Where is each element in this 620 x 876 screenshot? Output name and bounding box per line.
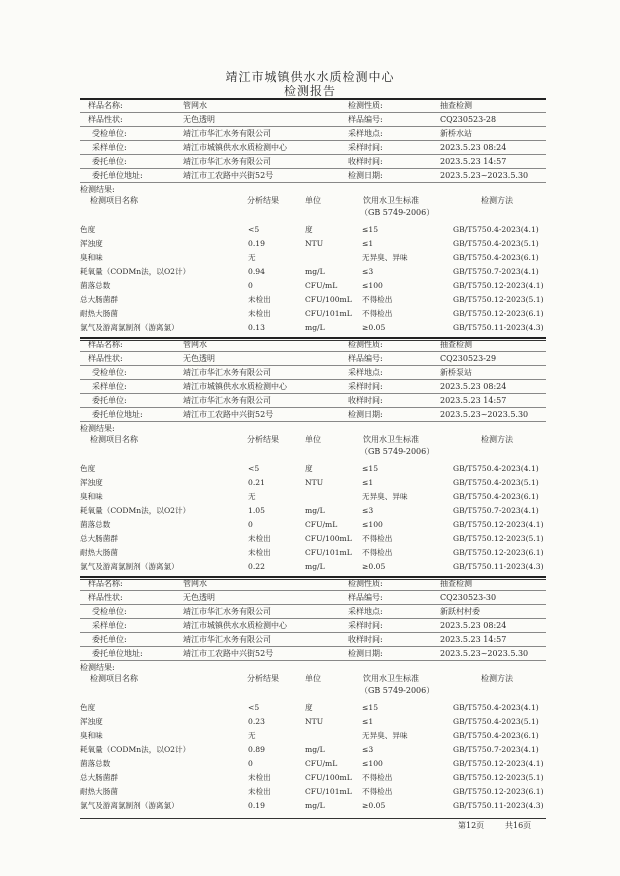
item-method: GB/T5750.4-2023(6.1): [453, 253, 539, 262]
field-value: 靖江市华汇水务有限公司: [183, 607, 271, 616]
col-method-header: 检测方法: [481, 196, 513, 205]
field-label: 委托单位:: [92, 635, 127, 644]
item-standard: 无异臭、异味: [362, 492, 408, 501]
item-result: 0.19: [248, 239, 265, 248]
item-method: GB/T5750.4-2023(4.1): [453, 225, 539, 234]
item-standard: ≤1: [362, 239, 374, 248]
col-unit-header: 单位: [305, 674, 321, 683]
field-rule: [80, 154, 546, 155]
field-value: 2023.5.23 08:24: [440, 382, 507, 391]
field-value: 靖江市华汇水务有限公司: [183, 129, 271, 138]
field-label: 检测性质:: [348, 340, 383, 349]
item-standard: ≤15: [362, 703, 379, 712]
item-result: 0.21: [248, 478, 265, 487]
field-rule: [80, 168, 546, 169]
field-value: 新跃村村委: [440, 607, 480, 616]
section-top-rule: [80, 576, 546, 578]
field-value: 2023.5.23 14:57: [440, 396, 507, 405]
col-item-header: 检测项目名称: [90, 674, 138, 683]
item-method: GB/T5750.4-2023(5.1): [453, 478, 539, 487]
item-standard: 不得检出: [362, 295, 393, 304]
item-result: 0.94: [248, 267, 265, 276]
item-standard: 不得检出: [362, 773, 393, 782]
field-value: 靖江市城镇供水水质检测中心: [183, 621, 287, 630]
field-label: 检测性质:: [348, 101, 383, 110]
field-value: 抽查检测: [440, 101, 472, 110]
field-value: 2023.5.23~2023.5.30: [440, 171, 529, 180]
item-method: GB/T5750.12-2023(6.1): [453, 309, 544, 318]
field-label: 采样地点:: [348, 607, 383, 616]
item-method: GB/T5750.7-2023(4.1): [453, 267, 539, 276]
col-item-header: 检测项目名称: [90, 435, 138, 444]
item-unit: 度: [305, 464, 313, 473]
item-name: 臭和味: [80, 731, 103, 740]
field-label: 采样地点:: [348, 368, 383, 377]
section-top-rule: [80, 337, 546, 339]
field-rule: [80, 604, 546, 605]
item-unit: mg/L: [305, 506, 325, 515]
field-value: 靖江市华汇水务有限公司: [183, 635, 271, 644]
item-standard: 无异臭、异味: [362, 253, 408, 262]
item-name: 耗氧量（CODMn法，以O2计）: [80, 506, 191, 515]
field-label: 采样单位:: [92, 621, 127, 630]
field-value: 靖江市城镇供水水质检测中心: [183, 382, 287, 391]
col-method-header: 检测方法: [481, 674, 513, 683]
field-label: 样品编号:: [348, 354, 383, 363]
item-method: GB/T5750.12-2023(4.1): [453, 759, 544, 768]
field-value: CQ230523-28: [440, 115, 497, 124]
item-result: 0: [248, 520, 253, 529]
item-unit: mg/L: [305, 323, 325, 332]
field-value: CQ230523-30: [440, 593, 497, 602]
item-name: 耗氧量（CODMn法，以O2计）: [80, 745, 191, 754]
col-result-header: 分析结果: [247, 196, 279, 205]
item-unit: mg/L: [305, 562, 325, 571]
field-value: 靖江市工农路中兴街52号: [183, 410, 274, 419]
item-result: 未检出: [248, 773, 271, 782]
item-name: 菌落总数: [80, 759, 111, 768]
item-standard: ≤3: [362, 745, 374, 754]
item-standard: ≤15: [362, 225, 379, 234]
report-subtitle: 检测报告: [283, 84, 336, 98]
item-result: 0.13: [248, 323, 265, 332]
field-label: 收样时间:: [348, 157, 383, 166]
item-unit: CFU/101mL: [305, 787, 352, 796]
field-value: 2023.5.23~2023.5.30: [440, 410, 529, 419]
col-standard-header: 饮用水卫生标准: [363, 435, 419, 444]
field-value: 无色透明: [183, 593, 215, 602]
section-top-rule: [80, 98, 546, 100]
col-result-header: 分析结果: [247, 435, 279, 444]
field-rule: [80, 646, 546, 647]
item-unit: CFU/mL: [305, 520, 338, 529]
item-name: 氯气及游离氯制剂（游离氯）: [80, 562, 179, 571]
results-heading: 检测结果:: [80, 663, 115, 672]
item-name: 氯气及游离氯制剂（游离氯）: [80, 801, 179, 810]
item-unit: CFU/101mL: [305, 309, 352, 318]
field-label: 收样时间:: [348, 635, 383, 644]
item-unit: CFU/100mL: [305, 773, 352, 782]
field-value: 2023.5.23 14:57: [440, 157, 507, 166]
item-result: 未检出: [248, 548, 271, 557]
sample-section: [80, 576, 546, 819]
field-label: 样品名称:: [88, 101, 123, 110]
item-unit: NTU: [305, 239, 324, 248]
item-method: GB/T5750.11-2023(4.3): [453, 323, 544, 332]
item-method: GB/T5750.7-2023(4.1): [453, 745, 539, 754]
field-label: 检测日期:: [348, 410, 383, 419]
item-unit: CFU/101mL: [305, 548, 352, 557]
item-name: 菌落总数: [80, 281, 111, 290]
item-result: 0.22: [248, 562, 265, 571]
field-label: 委托单位地址:: [92, 649, 143, 658]
field-label: 收样时间:: [348, 396, 383, 405]
field-value: 2023.5.23 08:24: [440, 621, 507, 630]
item-method: GB/T5750.4-2023(5.1): [453, 717, 539, 726]
item-result: 无: [248, 253, 256, 262]
field-rule: [80, 421, 546, 422]
field-value: 靖江市工农路中兴街52号: [183, 171, 274, 180]
item-result: 0.89: [248, 745, 265, 754]
field-rule: [80, 140, 546, 141]
item-name: 总大肠菌群: [80, 773, 118, 782]
item-name: 氯气及游离氯制剂（游离氯）: [80, 323, 179, 332]
item-standard: 不得检出: [362, 787, 393, 796]
field-value: 靖江市工农路中兴街52号: [183, 649, 274, 658]
item-name: 浑浊度: [80, 239, 103, 248]
item-result: <5: [248, 703, 260, 712]
sample-section: [80, 337, 546, 580]
item-method: GB/T5750.12-2023(5.1): [453, 295, 544, 304]
item-method: GB/T5750.4-2023(6.1): [453, 492, 539, 501]
item-unit: CFU/100mL: [305, 295, 352, 304]
item-name: 耐热大肠菌: [80, 309, 118, 318]
item-method: GB/T5750.4-2023(5.1): [453, 239, 539, 248]
col-method-header: 检测方法: [481, 435, 513, 444]
item-unit: CFU/mL: [305, 281, 338, 290]
item-name: 菌落总数: [80, 520, 111, 529]
item-result: 0: [248, 759, 253, 768]
item-unit: NTU: [305, 478, 324, 487]
item-name: 臭和味: [80, 253, 103, 262]
item-method: GB/T5750.12-2023(5.1): [453, 773, 544, 782]
col-standard-ref: （GB 5749-2006）: [360, 686, 435, 695]
field-value: 靖江市城镇供水水质检测中心: [183, 143, 287, 152]
field-value: 2023.5.23~2023.5.30: [440, 649, 529, 658]
field-label: 检测日期:: [348, 171, 383, 180]
item-result: 未检出: [248, 309, 271, 318]
field-label: 样品性状:: [88, 354, 123, 363]
field-label: 采样时间:: [348, 143, 383, 152]
field-label: 样品名称:: [88, 340, 123, 349]
field-label: 样品编号:: [348, 593, 383, 602]
item-standard: ≤1: [362, 478, 374, 487]
field-value: 2023.5.23 14:57: [440, 635, 507, 644]
field-label: 采样单位:: [92, 382, 127, 391]
field-value: 抽查检测: [440, 340, 472, 349]
field-label: 检测性质:: [348, 579, 383, 588]
item-result: 未检出: [248, 534, 271, 543]
item-standard: ≤100: [362, 759, 383, 768]
col-standard-header: 饮用水卫生标准: [363, 196, 419, 205]
field-rule: [80, 182, 546, 183]
field-value: 2023.5.23 08:24: [440, 143, 507, 152]
item-unit: mg/L: [305, 801, 325, 810]
item-name: 总大肠菌群: [80, 295, 118, 304]
field-label: 受检单位:: [92, 368, 127, 377]
item-result: 0: [248, 281, 253, 290]
field-value: CQ230523-29: [440, 354, 497, 363]
item-result: 未检出: [248, 295, 271, 304]
field-value: 抽查检测: [440, 579, 472, 588]
field-value: 无色透明: [183, 115, 215, 124]
field-rule: [80, 365, 546, 366]
item-standard: 无异臭、异味: [362, 731, 408, 740]
results-heading: 检测结果:: [80, 424, 115, 433]
field-label: 采样地点:: [348, 129, 383, 138]
field-value: 新桥泵站: [440, 368, 472, 377]
item-unit: mg/L: [305, 267, 325, 276]
field-value: 管网水: [183, 340, 207, 349]
field-value: 管网水: [183, 579, 207, 588]
item-standard: ≥0.05: [362, 801, 386, 810]
item-standard: 不得检出: [362, 534, 393, 543]
field-label: 样品性状:: [88, 115, 123, 124]
field-label: 采样单位:: [92, 143, 127, 152]
page-number: 第12页: [458, 821, 485, 830]
item-standard: ≥0.05: [362, 562, 386, 571]
item-standard: ≤100: [362, 281, 383, 290]
item-method: GB/T5750.4-2023(4.1): [453, 464, 539, 473]
field-rule: [80, 632, 546, 633]
field-value: 无色透明: [183, 354, 215, 363]
field-value: 管网水: [183, 101, 207, 110]
field-label: 采样时间:: [348, 382, 383, 391]
item-name: 总大肠菌群: [80, 534, 118, 543]
item-name: 色度: [80, 703, 96, 712]
item-result: 无: [248, 731, 256, 740]
field-rule: [80, 351, 546, 352]
item-unit: CFU/100mL: [305, 534, 352, 543]
field-label: 检测日期:: [348, 649, 383, 658]
item-standard: ≤3: [362, 267, 374, 276]
section-bottom-rule: [80, 818, 546, 819]
col-standard-header: 饮用水卫生标准: [363, 674, 419, 683]
col-standard-ref: （GB 5749-2006）: [360, 208, 435, 217]
item-standard: ≤15: [362, 464, 379, 473]
item-standard: ≥0.05: [362, 323, 386, 332]
col-item-header: 检测项目名称: [90, 196, 138, 205]
item-method: GB/T5750.12-2023(5.1): [453, 534, 544, 543]
col-unit-header: 单位: [305, 435, 321, 444]
item-unit: 度: [305, 225, 313, 234]
item-result: 无: [248, 492, 256, 501]
field-rule: [80, 379, 546, 380]
field-rule: [80, 126, 546, 127]
item-method: GB/T5750.4-2023(6.1): [453, 731, 539, 740]
field-label: 样品编号:: [348, 115, 383, 124]
item-method: GB/T5750.11-2023(4.3): [453, 562, 544, 571]
item-result: 1.05: [248, 506, 265, 515]
item-unit: CFU/mL: [305, 759, 338, 768]
field-label: 采样时间:: [348, 621, 383, 630]
field-rule: [80, 112, 546, 113]
item-name: 浑浊度: [80, 717, 103, 726]
item-method: GB/T5750.7-2023(4.1): [453, 506, 539, 515]
field-value: 靖江市华汇水务有限公司: [183, 368, 271, 377]
field-value: 靖江市华汇水务有限公司: [183, 157, 271, 166]
item-unit: 度: [305, 703, 313, 712]
item-standard: 不得检出: [362, 548, 393, 557]
field-label: 样品名称:: [88, 579, 123, 588]
item-result: <5: [248, 464, 260, 473]
page-total: 共16页: [505, 821, 532, 830]
item-result: 未检出: [248, 787, 271, 796]
item-method: GB/T5750.11-2023(4.3): [453, 801, 544, 810]
item-method: GB/T5750.4-2023(4.1): [453, 703, 539, 712]
item-standard: ≤1: [362, 717, 374, 726]
item-result: <5: [248, 225, 260, 234]
field-rule: [80, 618, 546, 619]
field-label: 委托单位:: [92, 396, 127, 405]
item-unit: mg/L: [305, 745, 325, 754]
field-value: 新桥水站: [440, 129, 472, 138]
item-method: GB/T5750.12-2023(6.1): [453, 548, 544, 557]
field-label: 受检单位:: [92, 607, 127, 616]
field-label: 受检单位:: [92, 129, 127, 138]
item-method: GB/T5750.12-2023(4.1): [453, 281, 544, 290]
col-standard-ref: （GB 5749-2006）: [360, 447, 435, 456]
item-name: 色度: [80, 225, 96, 234]
col-unit-header: 单位: [305, 196, 321, 205]
item-name: 耐热大肠菌: [80, 548, 118, 557]
field-label: 委托单位地址:: [92, 410, 143, 419]
item-standard: ≤3: [362, 506, 374, 515]
report-title: 靖江市城镇供水水质检测中心: [225, 70, 395, 84]
col-result-header: 分析结果: [247, 674, 279, 683]
item-name: 浑浊度: [80, 478, 103, 487]
item-method: GB/T5750.12-2023(6.1): [453, 787, 544, 796]
item-unit: NTU: [305, 717, 324, 726]
field-rule: [80, 590, 546, 591]
field-rule: [80, 407, 546, 408]
item-standard: 不得检出: [362, 309, 393, 318]
field-value: 靖江市华汇水务有限公司: [183, 396, 271, 405]
item-method: GB/T5750.12-2023(4.1): [453, 520, 544, 529]
field-label: 委托单位:: [92, 157, 127, 166]
field-label: 样品性状:: [88, 593, 123, 602]
results-heading: 检测结果:: [80, 185, 115, 194]
item-name: 色度: [80, 464, 96, 473]
item-name: 臭和味: [80, 492, 103, 501]
field-rule: [80, 393, 546, 394]
item-result: 0.23: [248, 717, 265, 726]
field-label: 委托单位地址:: [92, 171, 143, 180]
item-name: 耐热大肠菌: [80, 787, 118, 796]
sample-section: [80, 98, 546, 341]
item-result: 0.19: [248, 801, 265, 810]
item-standard: ≤100: [362, 520, 383, 529]
field-rule: [80, 660, 546, 661]
item-name: 耗氧量（CODMn法，以O2计）: [80, 267, 191, 276]
